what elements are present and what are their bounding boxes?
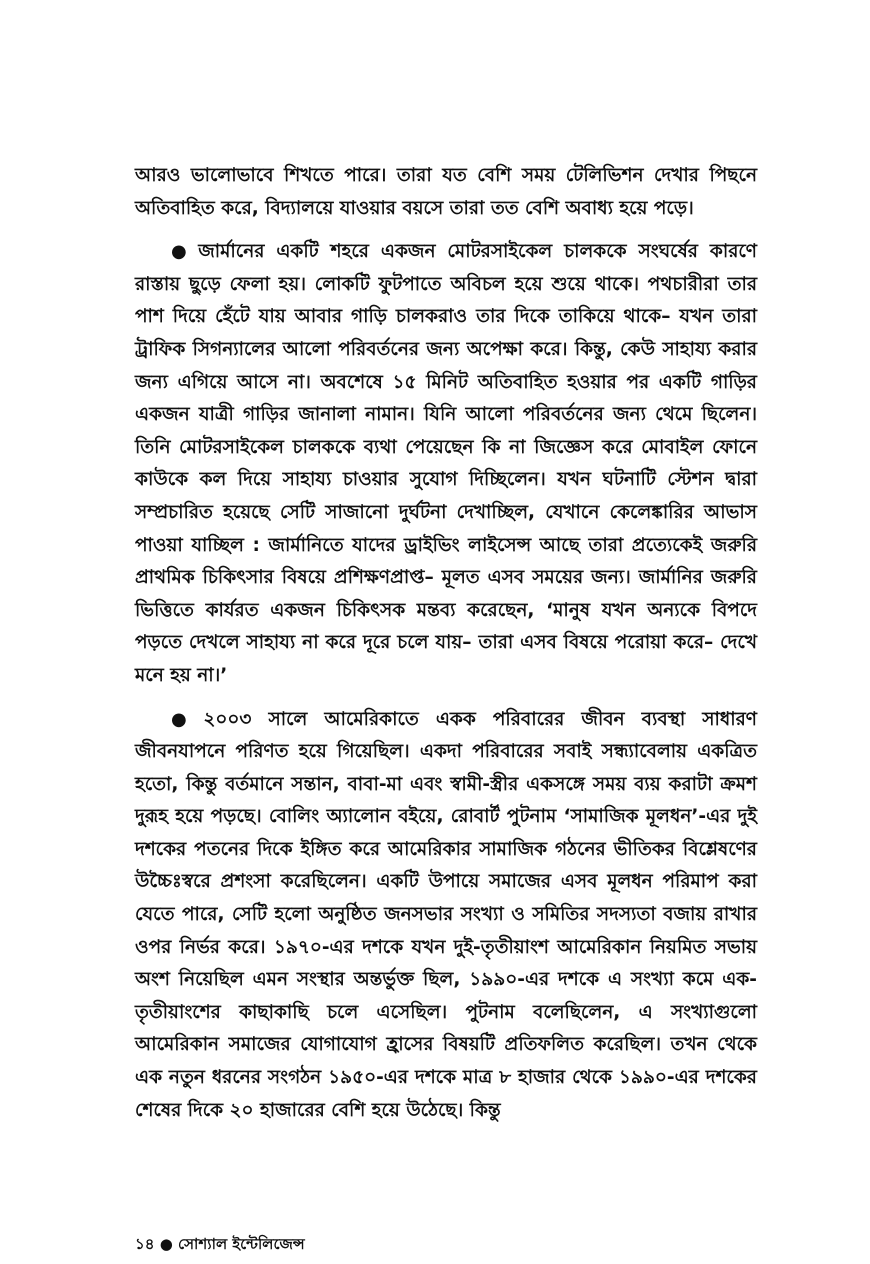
footer-separator-icon: ● bbox=[159, 1235, 173, 1253]
paragraph-1-text: আরও ভালোভাবে শিখতে পারে। তারা যত বেশি সময় টেলিভিশন দেখার পিছনে অতিবাহিত করে, বিদ্যালয়ে যাওয়ার বয়সে তারা তত বেশি অবাধ্য হয়ে পড়ে। bbox=[135, 165, 757, 219]
body-text bbox=[135, 160, 757, 1138]
paragraph-1 bbox=[135, 160, 757, 225]
paragraph-2 bbox=[135, 236, 757, 692]
page-number: ১৪ bbox=[135, 1235, 155, 1253]
paragraph-2-text: জার্মানের একটি শহরে একজন মোটরসাইকেল চালককে সংঘর্ষের কারণে রাস্তায় ছুড়ে ফেলা হয়। লোকটি ফুটপাতে অবিচল হয়ে শুয়ে থাকে। পথচারীরা তার পাশ দিয়ে হেঁটে যায় আবার গাড়ি চালকরাও তার দিকে তাকিয়ে থাকে– যখন তারা ট্রাফিক সিগন্যালের আলো পরিবর্তনের জন্য অপেক্ষা করে। কিন্তু, কেউ সাহায্য করার জন্য এগিয়ে আসে না। অবশেষে ১৫ মিনিট অতিবাহিত হওয়ার পর একটি গাড়ির একজন যাত্রী গাড়ির জানালা নামান। যিনি আলো পরিবর্তনের জন্য থেমে ছিলেন। তিনি মোটরসাইকেল চালককে ব্যথা পেয়েছেন কি না জিজ্ঞেস করে মোবাইল ফোনে কাউকে কল দিয়ে সাহায্য চাওয়ার সুযোগ দিচ্ছিলেন। যখন ঘটনাটি স্টেশন দ্বারা সম্প্রচারিত হয়েছে সেটি সাজানো দুর্ঘটনা দেখাচ্ছিল, যেখানে কেলেঙ্কারির আভাস পাওয়া যাচ্ছিল : জার্মানিতে যাদের ড্রাইভিং লাইসেন্স আছে তারা প্রত্যেকেই জরুরি প্রাথমিক চিকিৎসার বিষয়ে প্রশিক্ষণপ্রাপ্ত– মূলত এসব সময়ের জন্য। জার্মানির জরুরি ভিত্তিতে কার্যরত একজন চিকিৎসক মন্তব্য করেছেন, ‘মানুষ যখন অন্যকে বিপদে পড়তে দেখলে সাহায্য না করে দূরে চলে যায়– তারা এসব বিষয়ে পরোয়া করে– দেখে মনে হয় না।’ bbox=[135, 241, 757, 686]
paragraph-3 bbox=[135, 704, 757, 1128]
bullet-icon: ● bbox=[171, 708, 198, 730]
paragraph-3-text: ২০০৩ সালে আমেরিকাতে একক পরিবারের জীবন ব্যবস্থা সাধারণ জীবনযাপনে পরিণত হয়ে গিয়েছিল। একদা পরিবারের সবাই সন্ধ্যাবেলায় একত্রিত হতো, কিন্তু বর্তমানে সন্তান, বাবা-মা এবং স্বামী-স্ত্রীর একসঙ্গে সময় ব্যয় করাটা ক্রমশ দুরূহ হয়ে পড়ছে। বোলিং অ্যালোন বইয়ে, রোবার্ট পুটনাম ‘সামাজিক মূলধন’-এর দুই দশকের পতনের দিকে ইঙ্গিত করে আমেরিকার সামাজিক গঠনের ভীতিকর বিশ্লেষণের উচ্চৈঃস্বরে প্রশংসা করেছিলেন। একটি উপায়ে সমাজের এসব মূলধন পরিমাপ করা যেতে পারে, সেটি হলো অনুষ্ঠিত জনসভার সংখ্যা ও সমিতির সদস্যতা বজায় রাখার ওপর নির্ভর করে। ১৯৭০-এর দশকে যখন দুই-তৃতীয়াংশ আমেরিকান নিয়মিত সভায় অংশ নিয়েছিল এমন সংস্থার অন্তর্ভুক্ত ছিল, ১৯৯০-এর দশকে এ সংখ্যা কমে এক-তৃতীয়াংশের কাছাকাছি চলে এসেছিল। পুটনাম বলেছিলেন, এ সংখ্যাগুলো আমেরিকান সমাজের যোগাযোগ হ্রাসের বিষয়টি প্রতিফলিত করেছিল। তখন থেকে এক নতুন ধরনের সংগঠন ১৯৫০-এর দশকে মাত্র ৮ হাজার থেকে ১৯৯০-এর দশকের শেষের দিকে ২০ হাজারের বেশি হয়ে উঠেছে। কিন্তু bbox=[135, 708, 757, 1121]
page-footer bbox=[135, 1233, 305, 1258]
book-title: সোশ্যাল ইন্টেলিজেন্স bbox=[178, 1235, 305, 1253]
bullet-icon: ● bbox=[171, 241, 193, 263]
